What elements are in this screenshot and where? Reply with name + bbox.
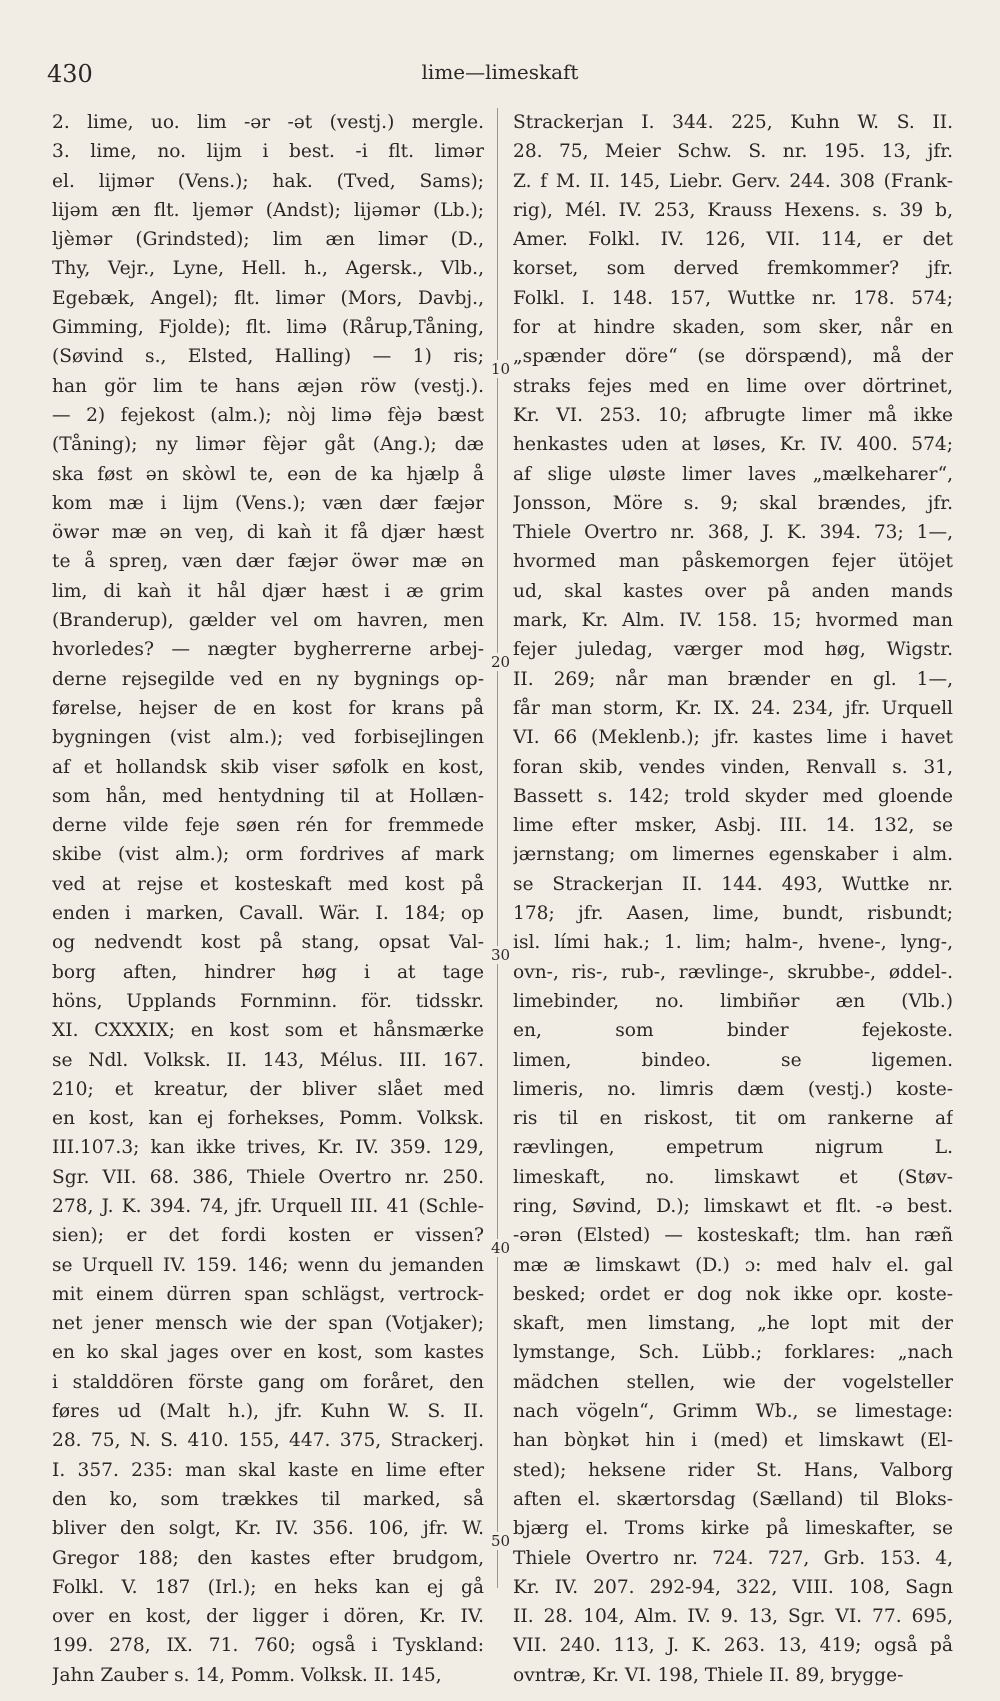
- left-column-line: over en kost, der ligger i dören, Kr. IV.: [52, 1606, 484, 1628]
- right-column-line: mädchen stellen, wie der vogelsteller: [513, 1371, 953, 1393]
- right-column-line: henkastes uden at løses, Kr. IV. 400. 574;: [513, 434, 953, 456]
- left-column-line: Gregor 188; den kastes efter brudgom,: [52, 1547, 484, 1569]
- right-column-line: skaft, men limstang, „he lopt mit der: [513, 1313, 953, 1335]
- right-column-line: VII. 240. 113, J. K. 263. 13, 419; også på: [513, 1635, 953, 1657]
- left-column-line: af et hollandsk skib viser søfolk en kost,: [52, 756, 484, 778]
- right-column-line: Folkl. I. 148. 157, Wuttke nr. 178. 574;: [513, 287, 953, 309]
- left-column-line: som hån, med hentydning til at Hollæn-: [52, 785, 484, 807]
- right-column-line: isl. lími hak.; 1. lim; halm-, hvene-, lyng-,: [513, 932, 953, 954]
- right-column-line: limebinder, no. limbiñər æn (Vlb.): [513, 990, 953, 1012]
- left-column-line: 3. lime, no. lijm i best. -i flt. limər: [52, 141, 484, 163]
- right-column-line: mark, Kr. Alm. IV. 158. 15; hvormed man: [513, 610, 953, 632]
- right-column-line: lime efter msker, Asbj. III. 14. 132, se: [513, 815, 953, 837]
- left-column-line: III.107.3; kan ikke trives, Kr. IV. 359. 129,: [52, 1137, 484, 1159]
- left-column-line: te å spreŋ, væn dær fæjər öwər mæ ən: [52, 551, 484, 573]
- right-column-line: han bòŋkət hin i (med) et limskawt (El-: [513, 1430, 953, 1452]
- right-column-line: limeris, no. limris dæm (vestj.) koste-: [513, 1078, 953, 1100]
- left-column-line: öwər mæ ən veŋ, di kaǹ it få djær hæst: [52, 522, 484, 544]
- left-column-line: el. lijmər (Vens.); hak. (Tved, Sams);: [52, 170, 484, 192]
- right-column-line: Jonsson, Möre s. 9; skal brændes, jfr.: [513, 492, 953, 514]
- left-column-line: den ko, som trækkes til marked, så: [52, 1488, 484, 1510]
- left-column-line: førelse, hejser de en kost for krans på: [52, 697, 484, 719]
- right-column-line: nach vögeln“, Grimm Wb., se limestage:: [513, 1401, 953, 1423]
- left-column-line: ljèmər (Grindsted); lim æn limər (D.,: [52, 229, 484, 251]
- right-column-line: straks fejes med en lime over dörtrinet,: [513, 375, 953, 397]
- left-column-line: bliver den solgt, Kr. IV. 356. 106, jfr. W.: [52, 1518, 484, 1540]
- left-column-line: 28. 75, N. S. 410. 155, 447. 375, Strackerj.: [52, 1430, 484, 1452]
- line-number-10: 10: [491, 360, 511, 378]
- left-column-line: net jener mensch wie der span (Votjaker);: [52, 1313, 484, 1335]
- right-column-line: korset, som derved fremkommer? jfr.: [513, 258, 953, 280]
- right-column-line: bjærg el. Troms kirke på limeskafter, se: [513, 1518, 953, 1540]
- left-column-line: lim, di kaǹ it hål djær hæst i æ grim: [52, 580, 484, 602]
- left-column-line: bygningen (vist alm.); ved forbisejlingen: [52, 727, 484, 749]
- column-divider: [497, 108, 498, 1588]
- right-column-line: „spænder döre“ (se dörspænd), må der: [513, 346, 953, 368]
- right-column-line: limen, bindeo. se ligemen.: [513, 1049, 953, 1071]
- right-column-line: Thiele Overtro nr. 368, J. K. 394. 73; 1—,: [513, 522, 953, 544]
- left-column-line: Thy, Vejr., Lyne, Hell. h., Agersk., Vlb.,: [52, 258, 484, 280]
- left-column-line: se Ndl. Volksk. II. 143, Mélus. III. 167.: [52, 1049, 484, 1071]
- right-column-line: ring, Søvind, D.); limskawt et flt. -ə best.: [513, 1195, 953, 1217]
- left-column: [52, 108, 484, 1690]
- left-column-line: derne vilde feje søen rén for fremmede: [52, 815, 484, 837]
- left-column-line: höns, Upplands Fornminn. för. tidsskr.: [52, 990, 484, 1012]
- left-column-line: en ko skal jages over en kost, som kastes: [52, 1342, 484, 1364]
- left-column-line: sien); er det fordi kosten er vissen?: [52, 1225, 484, 1247]
- right-column-line: se Strackerjan II. 144. 493, Wuttke nr.: [513, 873, 953, 895]
- right-column-line: besked; ordet er dog nok ikke opr. koste-: [513, 1283, 953, 1305]
- right-column-line: rævlingen, empetrum nigrum L.: [513, 1137, 953, 1159]
- left-column-line: 210; et kreatur, der bliver slået med: [52, 1078, 484, 1100]
- page-number: 430: [47, 60, 93, 88]
- right-column-line: II. 269; når man brænder en gl. 1—,: [513, 668, 953, 690]
- left-column-line: føres ud (Malt h.), jfr. Kuhn W. S. II.: [52, 1401, 484, 1423]
- left-column-line: 278, J. K. 394. 74, jfr. Urquell III. 41 (Schle-: [52, 1195, 484, 1217]
- left-column-line: en kost, kan ej forhekses, Pomm. Volksk.: [52, 1108, 484, 1130]
- left-column-line: Jahn Zauber s. 14, Pomm. Volksk. II. 145,: [52, 1664, 442, 1686]
- right-column-line: limeskaft, no. limskawt et (Støv-: [513, 1166, 953, 1188]
- left-column-line: derne rejsegilde ved en ny bygnings op-: [52, 668, 484, 690]
- left-column-line: ved at rejse et kosteskaft med kost på: [52, 873, 484, 895]
- left-column-line: lijəm æn flt. ljemər (Andst); lijəmər (Lb.);: [52, 199, 484, 221]
- right-column-line: 28. 75, Meier Schw. S. nr. 195. 13, jfr.: [513, 141, 953, 163]
- left-column-line: Egebæk, Angel); flt. limər (Mors, Davbj.,: [52, 287, 484, 309]
- right-column-line: Kr. IV. 207. 292-94, 322, VIII. 108, Sagn: [513, 1576, 953, 1598]
- left-column-line: XI. CXXXIX; en kost som et hånsmærke: [52, 1020, 484, 1042]
- left-column-line: og nedvendt kost på stang, opsat Val-: [52, 932, 484, 954]
- left-column-line: 199. 278, IX. 71. 760; også i Tyskland:: [52, 1635, 484, 1657]
- right-column-line: af slige uløste limer laves „mælkeharer“,: [513, 463, 953, 485]
- right-column-line: for at hindre skaden, som sker, når en: [513, 317, 953, 339]
- left-column-line: Gimming, Fjolde); flt. limə (Rårup,Tåning,: [52, 317, 484, 339]
- left-column-line: — 2) fejekost (alm.); nòj limə fèjə bæst: [52, 404, 484, 426]
- left-column-line: skibe (vist alm.); orm fordrives af mark: [52, 844, 484, 866]
- right-column-line: hvormed man påskemorgen fejer ütöjet: [513, 551, 953, 573]
- right-column-line: ovn-, ris-, rub-, rævlinge-, skrubbe-, øddel-.: [513, 961, 953, 983]
- right-column-line: sted); heksene rider St. Hans, Valborg: [513, 1459, 953, 1481]
- left-column-line: (Søvind s., Elsted, Halling) — 1) ris;: [52, 346, 484, 368]
- left-column-line: 2. lime, uo. lim -ər -ət (vestj.) mergle.: [52, 112, 484, 133]
- right-column-line: II. 28. 104, Alm. IV. 9. 13, Sgr. VI. 77. 695,: [513, 1606, 953, 1628]
- right-column-line: fejer juledag, værger mod høg, Wigstr.: [513, 639, 953, 661]
- line-number-30: 30: [491, 946, 511, 964]
- right-column-line: mæ æ limskawt (D.) ɔ: med halv el. gal: [513, 1254, 953, 1276]
- left-column-line: (Tåning); ny limər fèjər gåt (Ang.); dæ: [52, 434, 484, 456]
- right-column-line: ud, skal kastes over på anden mands: [513, 580, 953, 602]
- left-column-line: Sgr. VII. 68. 386, Thiele Overtro nr. 250.: [52, 1166, 484, 1188]
- line-number-50: 50: [491, 1532, 511, 1550]
- right-column-line: 178; jfr. Aasen, lime, bundt, risbundt;: [513, 903, 953, 925]
- right-column-line: Strackerjan I. 344. 225, Kuhn W. S. II.: [513, 112, 953, 133]
- right-column-line: Kr. VI. 253. 10; afbrugte limer må ikke: [513, 404, 953, 426]
- right-column-line: aften el. skærtorsdag (Sælland) til Bloks-: [513, 1488, 953, 1510]
- right-column-line: Bassett s. 142; trold skyder med gloende: [513, 785, 953, 807]
- left-column-line: mit einem dürren span schlägst, vertrock-: [52, 1283, 484, 1305]
- left-column-line: hvorledes? — nægter bygherrerne arbej-: [52, 639, 484, 661]
- line-number-20: 20: [491, 653, 511, 671]
- left-column-line: borg aften, hindrer høg i at tage: [52, 961, 484, 983]
- right-column-line: Z. f M. II. 145, Liebr. Gerv. 244. 308 (Frank-: [513, 170, 953, 192]
- left-column-line: kom mæ i lijm (Vens.); væn dær fæjər: [52, 492, 484, 514]
- right-column-line: lymstange, Sch. Lübb.; forklares: „nach: [513, 1342, 953, 1364]
- left-column-line: I. 357. 235: man skal kaste en lime efter: [52, 1459, 484, 1481]
- right-column-line: ovntræ, Kr. VI. 198, Thiele II. 89, brygge-: [513, 1664, 904, 1686]
- right-column-line: Amer. Folkl. IV. 126, VII. 114, er det: [513, 229, 953, 251]
- right-column-line: jærnstang; om limernes egenskaber i alm.: [513, 844, 953, 866]
- right-column-line: VI. 66 (Meklenb.); jfr. kastes lime i havet: [513, 727, 953, 749]
- right-column-line: rig), Mél. IV. 253, Krauss Hexens. s. 39 b,: [513, 199, 953, 221]
- right-column-line: foran skib, vendes vinden, Renvall s. 31,: [513, 756, 953, 778]
- left-column-line: i stalddören förste gang om foråret, den: [52, 1371, 484, 1393]
- right-column: [513, 108, 953, 1690]
- right-column-line: Thiele Overtro nr. 724. 727, Grb. 153. 4,: [513, 1547, 953, 1569]
- left-column-line: se Urquell IV. 159. 146; wenn du jemanden: [52, 1254, 484, 1276]
- right-column-line: -ərən (Elsted) — kosteskaft; tlm. han ræñ: [513, 1225, 953, 1247]
- left-column-line: (Branderup), gælder vel om havren, men: [52, 610, 484, 632]
- left-column-line: ska føst ən skòwl te, eən de ka hjælp å: [52, 463, 484, 485]
- left-column-line: Folkl. V. 187 (Irl.); en heks kan ej gå: [52, 1576, 484, 1598]
- line-number-40: 40: [491, 1239, 511, 1257]
- right-column-line: får man storm, Kr. IX. 24. 234, jfr. Urquell: [513, 697, 953, 719]
- left-column-line: enden i marken, Cavall. Wär. I. 184; op: [52, 903, 484, 925]
- right-column-line: ris til en riskost, tit om rankerne af: [513, 1108, 953, 1130]
- left-column-line: han gör lim te hans æjən röw (vestj.).: [52, 375, 484, 397]
- running-head: lime—limeskaft: [421, 60, 579, 84]
- right-column-line: en, som binder fejekoste.: [513, 1020, 953, 1042]
